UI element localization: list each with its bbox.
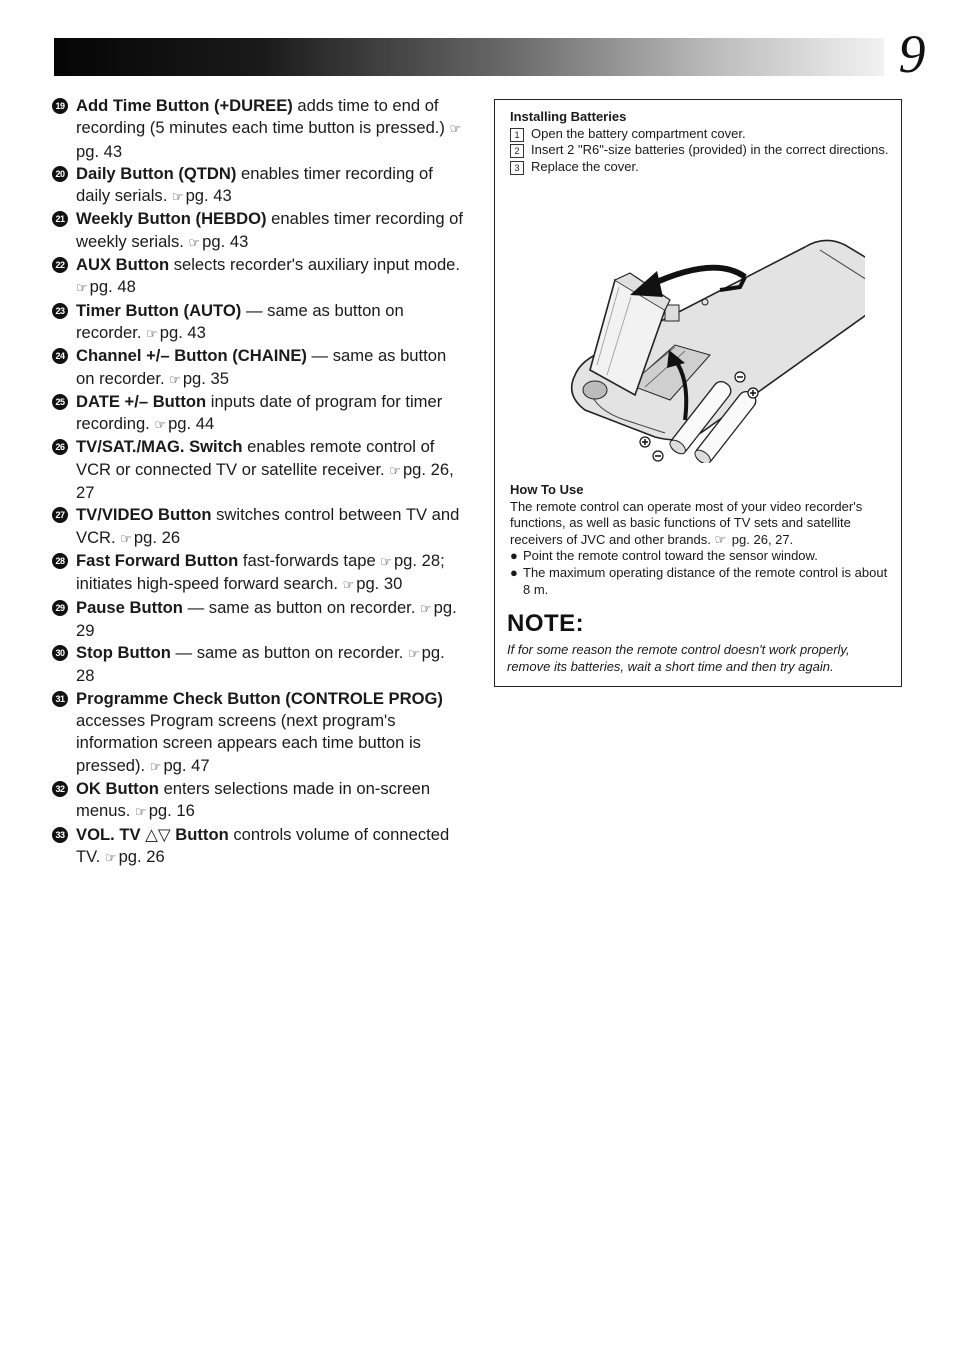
item-text: — same as button on recorder.	[76, 346, 447, 388]
note-text: If for some reason the remote control doesn't work properly, remove its batteries, wait a short time and then try again.	[507, 642, 850, 674]
item-number: 22	[52, 257, 68, 273]
item-text: initiates high-speed forward search.	[76, 574, 343, 594]
pointing-hand-icon: ☞	[420, 600, 432, 616]
item-ref: pg. 43	[202, 231, 249, 251]
item-ref: pg. 16	[148, 801, 195, 821]
pointing-hand-icon: ☞	[342, 577, 355, 593]
item-number: 20	[52, 166, 68, 182]
pointing-hand-icon: ☞	[714, 531, 727, 547]
item-number: 28	[52, 553, 68, 569]
step-item	[510, 159, 894, 176]
item-number: 32	[52, 781, 68, 797]
pointing-hand-icon: ☞	[188, 234, 201, 250]
item-label: TV/VIDEO Button	[76, 505, 212, 525]
item-ref: pg. 28;	[393, 550, 445, 570]
step-item	[510, 126, 894, 143]
item-label: OK Button	[76, 778, 159, 798]
item-text: enables remote control of VCR or connected TV or satellite receiver.	[76, 437, 435, 479]
item-text: adds time to end of recording (5 minutes each time button is pressed.)	[76, 96, 450, 138]
item-label: AUX Button	[76, 255, 170, 275]
pointing-hand-icon: ☞	[146, 325, 158, 341]
item-label: Pause Button	[76, 597, 183, 617]
how-to-use-text: The remote control can operate most of your video recorder's functions, as well as basic functions of TV sets and satellite receivers of JVC and other brands. ☞ pg. 26, 27.	[510, 498, 863, 547]
item-number: 29	[52, 600, 68, 616]
how-to-use-title: How To Use	[510, 482, 584, 497]
item-text: enables timer recording of weekly serials.	[76, 209, 463, 251]
pointing-hand-icon: ☞	[169, 371, 181, 387]
item-ref: pg. 26	[118, 846, 165, 866]
list-item	[52, 95, 464, 163]
item-ref: pg. 30	[356, 574, 403, 594]
step-text: Open the battery compartment cover.	[531, 125, 746, 141]
installing-batteries-title: Installing Batteries	[510, 109, 627, 124]
page-number: 9	[898, 24, 926, 84]
pointing-hand-icon: ☞	[135, 804, 147, 820]
item-ref: pg. 43	[76, 141, 123, 161]
list-item	[52, 597, 464, 643]
item-label: Stop Button	[76, 643, 171, 663]
item-text: enters selections made in on-screen menus.	[76, 778, 431, 821]
step-number: 3	[510, 161, 524, 175]
list-item	[52, 208, 464, 254]
item-text: selects recorder's auxiliary input mode.	[169, 255, 461, 275]
item-number: 27	[52, 507, 68, 523]
item-ref: pg. 43	[185, 186, 232, 206]
step-text: Insert 2 "R6"-size batteries (provided) in the correct directions.	[531, 142, 889, 158]
pointing-hand-icon: ☞	[449, 121, 462, 137]
item-label: Programme Check Button (CONTROLE PROG)	[76, 688, 443, 708]
pointing-hand-icon: ☞	[407, 646, 420, 662]
pointing-hand-icon: ☞	[380, 553, 392, 569]
how-to-use-section	[510, 482, 894, 598]
list-item: ● The maximum operating distance of the remote control is about 8 m.	[510, 564, 888, 597]
item-number: 33	[52, 827, 68, 843]
list-item	[52, 688, 464, 778]
pointing-hand-icon: ☞	[149, 758, 162, 774]
list-item: ● Point the remote control toward the sensor window.	[510, 548, 818, 564]
battery-panel	[494, 99, 902, 687]
item-ref: pg. 26	[133, 527, 181, 547]
note-title: NOTE:	[507, 610, 585, 637]
button-descriptions	[52, 95, 464, 869]
pointing-hand-icon: ☞	[389, 462, 401, 478]
item-ref: pg. 29	[76, 597, 457, 640]
list-item	[52, 778, 464, 824]
installing-batteries-section	[510, 109, 894, 175]
bullet-dot: ●	[510, 564, 518, 580]
item-text: enables timer recording of daily serials.	[76, 163, 433, 206]
pointing-hand-icon: ☞	[120, 530, 132, 546]
remote-battery-illustration	[535, 205, 865, 463]
list-item	[52, 824, 464, 870]
item-ref: pg. 26, 27	[76, 459, 454, 503]
item-ref: pg. 35	[182, 368, 229, 388]
item-ref: pg. 43	[159, 322, 206, 342]
item-label: Add Time Button (+DUREE)	[76, 96, 293, 115]
item-label: Weekly Button (HEBDO)	[76, 209, 267, 229]
item-text: switches control between TV and VCR.	[76, 505, 460, 547]
list-item	[52, 254, 464, 300]
header-gradient-bar	[54, 38, 884, 76]
pointing-hand-icon: ☞	[76, 280, 88, 296]
item-ref: pg. 48	[89, 277, 136, 297]
item-ref: pg. 28	[76, 643, 445, 686]
item-text: — same as button on recorder.	[170, 643, 408, 663]
item-number: 19	[52, 98, 68, 114]
list-item	[52, 504, 464, 550]
item-label: Channel +/– Button (CHAINE)	[76, 346, 307, 366]
item-number: 21	[52, 211, 68, 227]
item-text: inputs date of program for timer recording.	[76, 391, 443, 434]
list-item	[52, 391, 464, 437]
item-number: 26	[52, 439, 68, 455]
list-item	[52, 550, 464, 597]
list-item	[52, 300, 464, 346]
list-item	[52, 163, 464, 209]
list-item	[52, 642, 464, 688]
item-text: fast-forwards tape	[238, 550, 381, 570]
item-number: 24	[52, 348, 68, 364]
item-number: 30	[52, 645, 68, 661]
item-label: TV/SAT./MAG. Switch	[76, 437, 243, 457]
item-label: Timer Button (AUTO)	[76, 300, 242, 320]
bullet-dot: ●	[510, 548, 518, 564]
item-number: 31	[52, 691, 68, 707]
pointing-hand-icon: ☞	[104, 849, 117, 865]
item-ref: pg. 47	[163, 755, 210, 775]
item-text: — same as button on recorder.	[182, 597, 420, 617]
step-text: Replace the cover.	[531, 158, 639, 174]
list-item	[52, 345, 464, 391]
item-number: 23	[52, 303, 68, 319]
item-label: DATE +/– Button	[76, 391, 207, 411]
pointing-hand-icon: ☞	[154, 417, 167, 433]
item-ref: pg. 44	[168, 414, 215, 434]
step-number: 2	[510, 144, 524, 158]
item-label: Fast Forward Button	[76, 550, 239, 570]
item-text: — same as button on recorder.	[76, 300, 404, 342]
step-number: 1	[510, 128, 524, 142]
item-text: accesses Program screens (next program's information screen appears each time button is pressed).	[76, 711, 421, 775]
item-label: VOL. TV △▽ Button	[76, 824, 229, 844]
list-item	[52, 436, 464, 504]
item-number: 25	[52, 394, 68, 410]
item-text: controls volume of connected TV.	[76, 824, 450, 866]
pointing-hand-icon: ☞	[171, 189, 184, 205]
item-label: Daily Button (QTDN)	[76, 163, 237, 183]
step-item	[510, 142, 894, 159]
